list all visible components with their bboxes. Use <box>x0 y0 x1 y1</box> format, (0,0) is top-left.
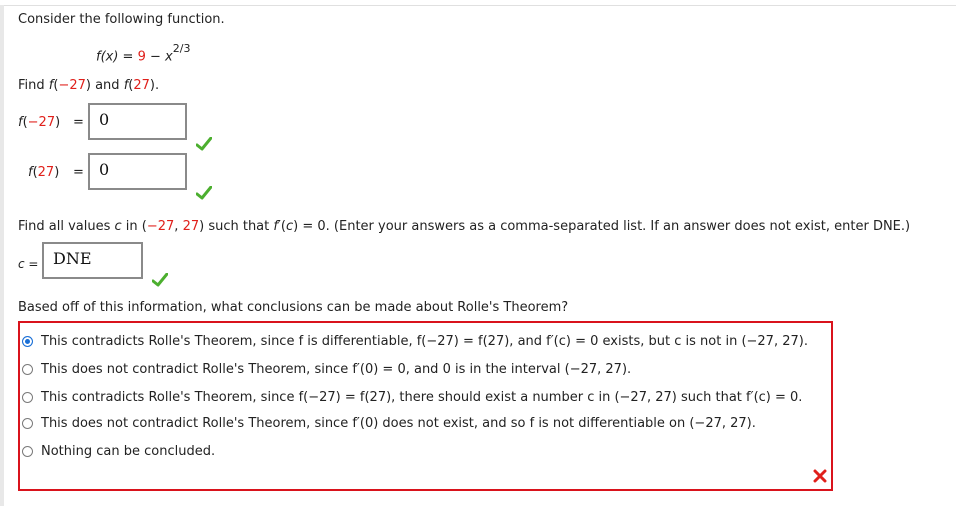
radio-button-selected[interactable] <box>22 336 33 347</box>
function-definition: $f(x) = 9 - x^{2/3}$ <box>96 42 191 65</box>
find-c-prompt: Find all values c in (−27, 27) such that f′(c) = 0. (Enter your answers as a comma-separated list. If an answer does not exist, enter DNE.) <box>18 219 911 234</box>
left-divider <box>0 5 4 506</box>
option-4-label: This does not contradict Rolle's Theorem, since f′(0) does not exist, and so f is not differentiable on (−27, 27). <box>41 416 756 431</box>
f-27-label: f(27) <box>28 165 60 180</box>
c-label: c = <box>18 257 39 271</box>
check-mark-icon <box>196 186 212 200</box>
f-27-answer-field[interactable]: 0 <box>88 153 187 190</box>
radio-button[interactable] <box>22 446 33 457</box>
radio-button[interactable] <box>22 364 33 375</box>
f-neg27-equals: = <box>73 115 84 130</box>
x-mark-icon <box>813 469 827 483</box>
c-answer-field[interactable]: DNE <box>42 242 143 279</box>
option-3-label: This contradicts Rolle's Theorem, since f(−27) = f(27), there should exist a number c in (−27, 27) such that f′(c) = 0. <box>41 390 803 405</box>
intro-text: Consider the following function. <box>18 12 225 27</box>
f-neg27-label: f(−27) <box>18 115 61 130</box>
radio-button[interactable] <box>22 392 33 403</box>
find-values-prompt: Find f(−27) and f(27). <box>18 78 160 93</box>
option-1-label: This contradicts Rolle's Theorem, since f is differentiable, f(−27) = f(27), and f′(c) = 0 exists, but c is not in (−27, 27). <box>41 334 808 349</box>
option-2-label: This does not contradict Rolle's Theorem, since f′(0) = 0, and 0 is in the interval (−27, 27). <box>41 362 632 377</box>
rolle-question: Based off of this information, what conclusions can be made about Rolle's Theorem? <box>18 300 569 315</box>
f-27-equals: = <box>73 165 84 180</box>
check-mark-icon <box>152 273 168 287</box>
option-5-label: Nothing can be concluded. <box>41 444 216 459</box>
radio-button[interactable] <box>22 418 33 429</box>
top-divider <box>0 5 956 6</box>
check-mark-icon <box>196 137 212 151</box>
f-neg27-answer-field[interactable]: 0 <box>88 103 187 140</box>
